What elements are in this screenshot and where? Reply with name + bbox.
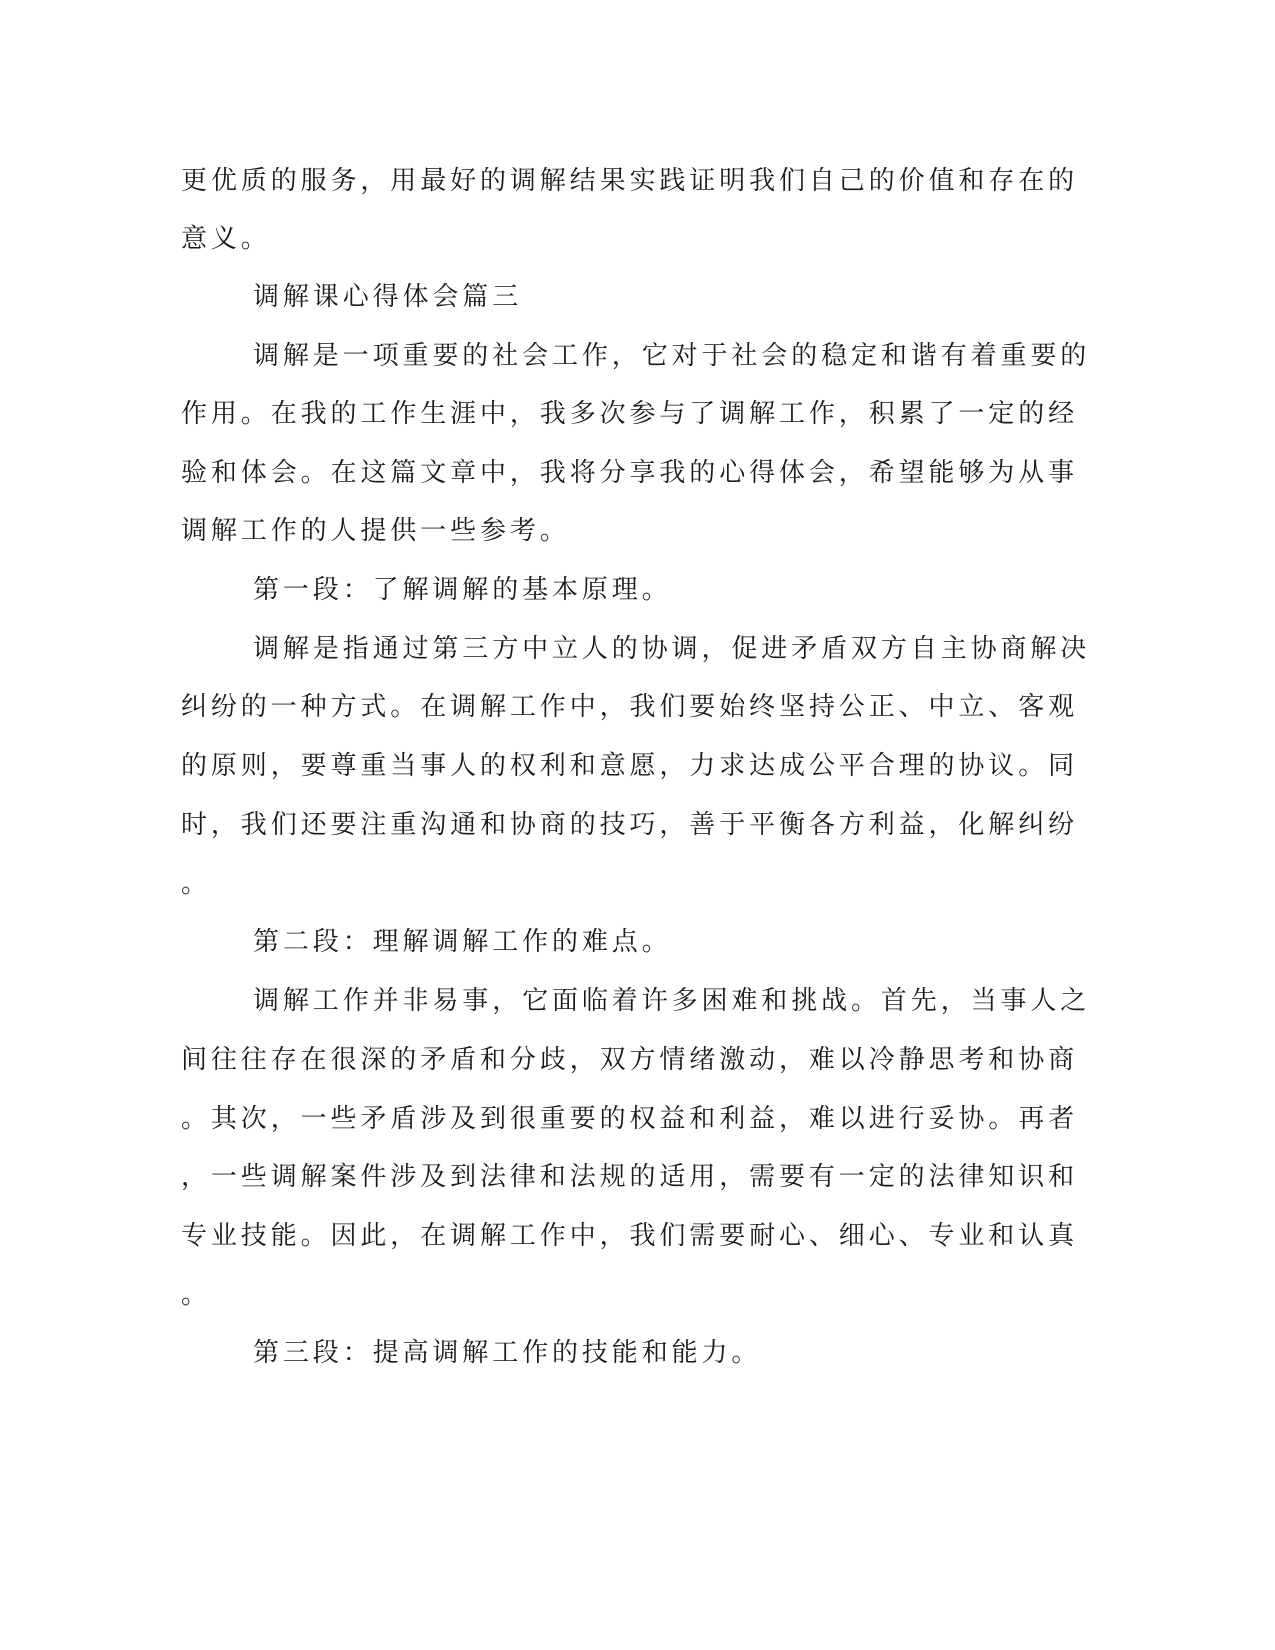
text-line: 调解是一项重要的社会工作，它对于社会的稳定和谐有着重要的 bbox=[253, 341, 1091, 371]
text-line: 的原则，要尊重当事人的权利和意愿，力求达成公平合理的协议。同 bbox=[181, 751, 1079, 781]
text-line: 调解工作的人提供一些参考。 bbox=[181, 516, 570, 546]
text-line: 间往往存在很深的矛盾和分歧，双方情绪激动，难以冷静思考和协商 bbox=[181, 1045, 1079, 1075]
section-heading: 调解课心得体会篇三 bbox=[253, 282, 523, 312]
text-line: 。 bbox=[181, 1280, 211, 1310]
text-line: 调解工作并非易事，它面临着许多困难和挑战。首先，当事人之 bbox=[253, 986, 1091, 1016]
text-line: 作用。在我的工作生涯中，我多次参与了调解工作，积累了一定的经 bbox=[181, 399, 1079, 429]
text-line: 调解是指通过第三方中立人的协调，促进矛盾双方自主协商解决 bbox=[253, 634, 1091, 664]
text-line: 时，我们还要注重沟通和协商的技巧，善于平衡各方利益，化解纠纷 bbox=[181, 810, 1079, 840]
paragraph-heading: 第三段：提高调解工作的技能和能力。 bbox=[253, 1338, 762, 1368]
text-line: ，一些调解案件涉及到法律和法规的适用，需要有一定的法律知识和 bbox=[181, 1162, 1079, 1192]
text-line: 专业技能。因此，在调解工作中，我们需要耐心、细心、专业和认真 bbox=[181, 1221, 1079, 1251]
paragraph-heading: 第一段：了解调解的基本原理。 bbox=[253, 575, 672, 605]
paragraph-heading: 第二段：理解调解工作的难点。 bbox=[253, 927, 672, 957]
text-line: 。 bbox=[181, 869, 211, 899]
text-line: 。其次，一些矛盾涉及到很重要的权益和利益，难以进行妥协。再者 bbox=[181, 1104, 1079, 1134]
text-line: 纠纷的一种方式。在调解工作中，我们要始终坚持公正、中立、客观 bbox=[181, 692, 1079, 722]
text-line: 验和体会。在这篇文章中，我将分享我的心得体会，希望能够为从事 bbox=[181, 458, 1079, 488]
text-line: 更优质的服务，用最好的调解结果实践证明我们自己的价值和存在的 bbox=[181, 166, 1079, 196]
text-line: 意义。 bbox=[181, 224, 271, 254]
